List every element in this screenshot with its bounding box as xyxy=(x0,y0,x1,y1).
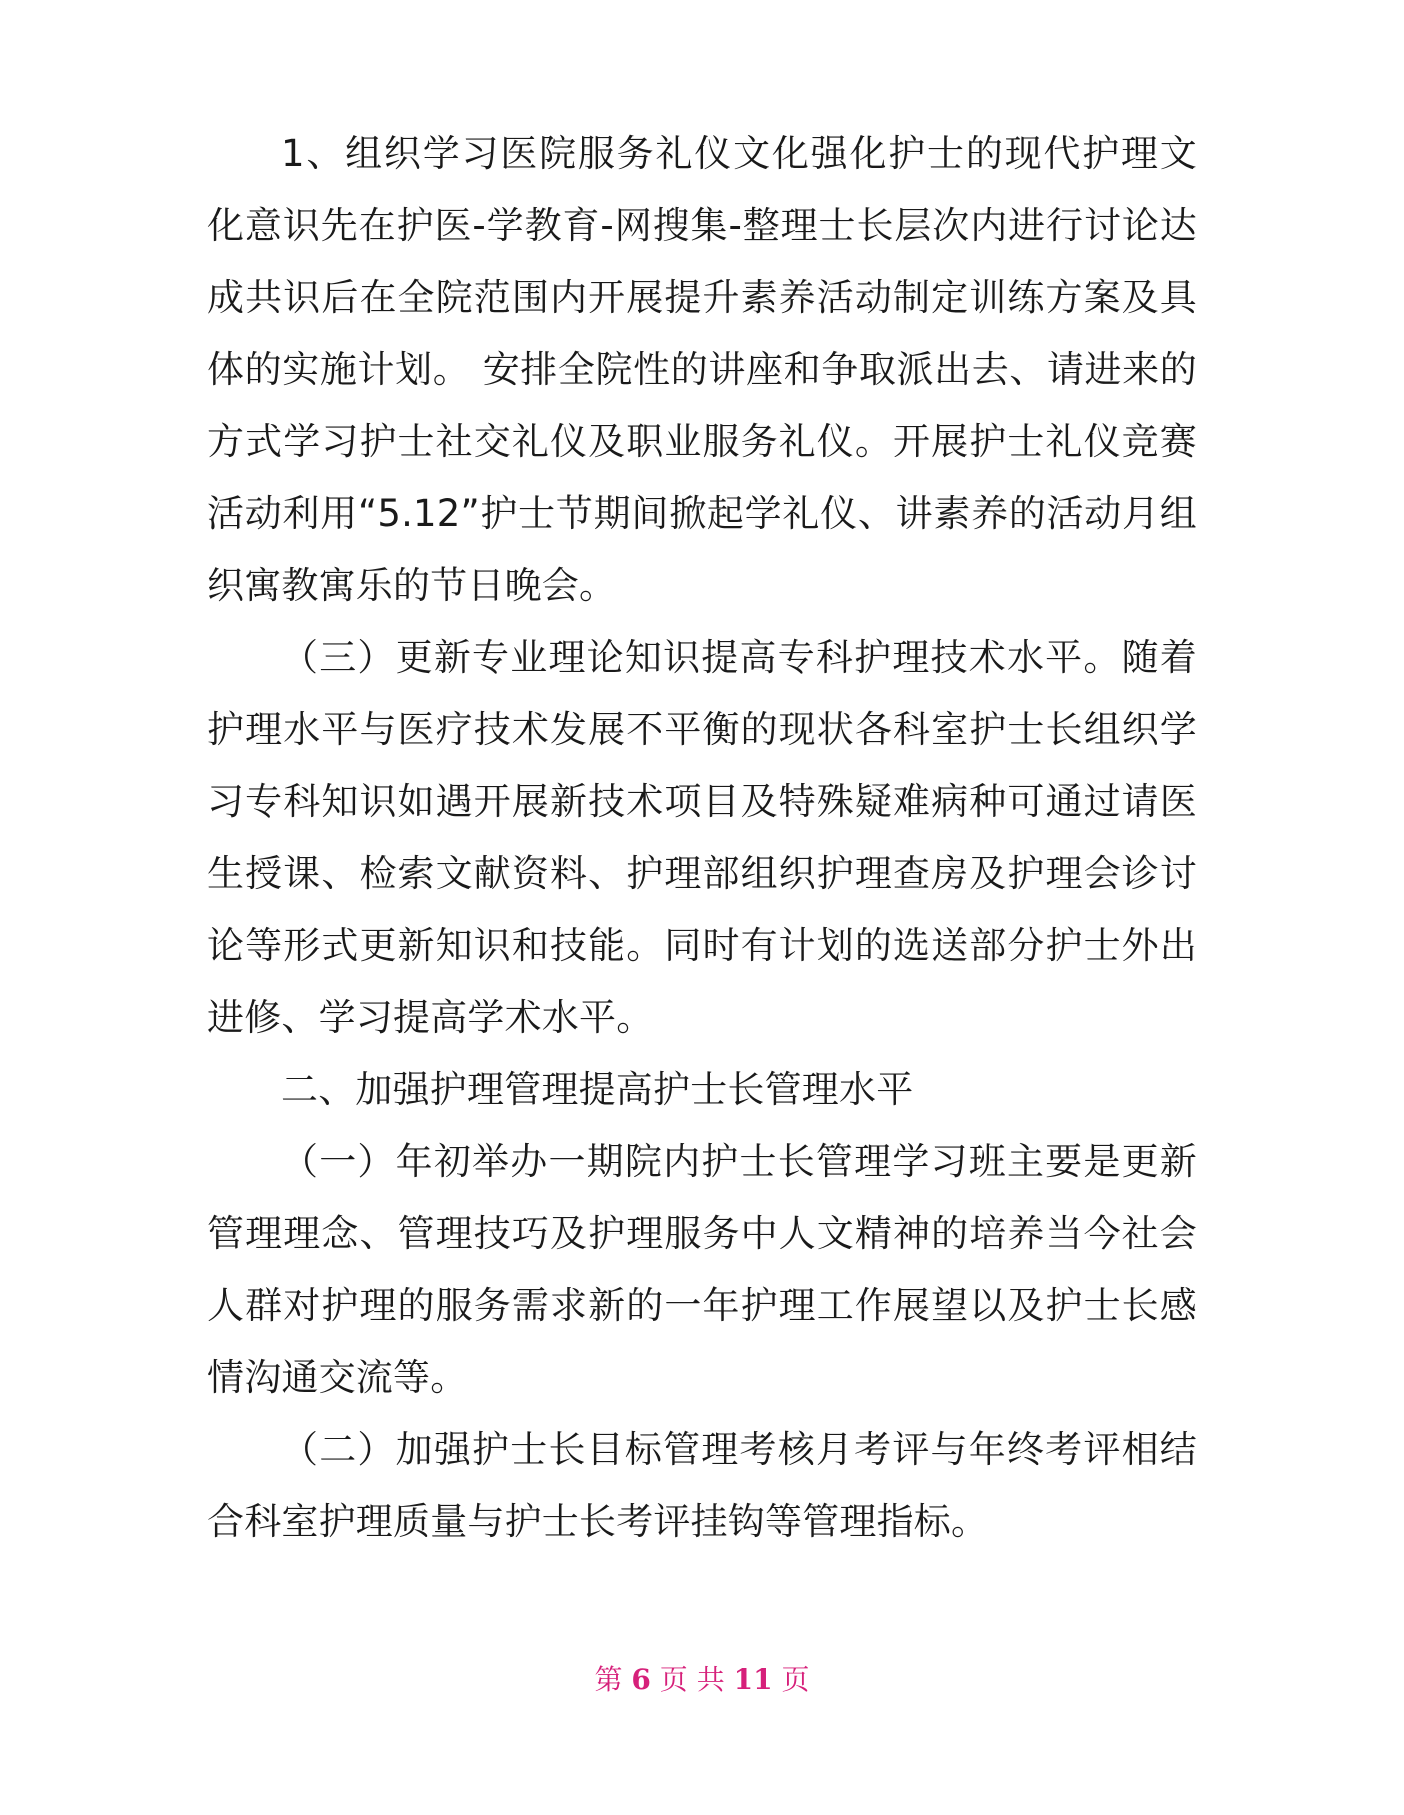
paragraph-head-nurse-training: （一）年初举办一期院内护士长管理学习班主要是更新管理理念、管理技巧及护理服务中人文精神的培养当今社会人群对护理的服务需求新的一年护理工作展望以及护士长感情沟通交流等。 xyxy=(207,1140,1197,1399)
section-heading-management: 二、加强护理管理提高护士长管理水平 xyxy=(281,1068,914,1111)
footer-prefix: 第 xyxy=(594,1663,623,1696)
paragraph-target-assessment: （二）加强护士长目标管理考核月考评与年终考评相结合科室护理质量与护士长考评挂钩等管理指标。 xyxy=(207,1428,1197,1543)
footer-middle: 页 共 xyxy=(659,1663,725,1696)
footer-suffix: 页 xyxy=(781,1663,810,1696)
document-body xyxy=(207,118,1197,1558)
paragraph-etiquette-training: 1、组织学习医院服务礼仪文化强化护士的现代护理文化意识先在护医-学教育-网搜集-整理士长层次内进行讨论达成共识后在全院范围内开展提升素养活动制定训练方案及具体的实施计划。 安排全院性的讲座和争取派出去、请进来的方式学习护士社交礼仪及职业服务礼仪。开展护士礼仪竞赛活动利用“5.12”护士节期间掀起学礼仪、讲素养的活动月组织寓教寓乐的节日晚会。 xyxy=(207,132,1197,607)
paragraph-specialty-knowledge: （三）更新专业理论知识提高专科护理技术水平。随着护理水平与医疗技术发展不平衡的现状各科室护士长组织学习专科知识如遇开展新技术项目及特殊疑难病种可通过请医生授课、检索文献资料、护理部组织护理查房及护理会诊讨论等形式更新知识和技能。同时有计划的选送部分护士外出进修、学习提高学术水平。 xyxy=(207,636,1197,1039)
page-footer xyxy=(0,1660,1404,1700)
footer-total-pages: 11 xyxy=(733,1663,773,1696)
footer-current-page: 6 xyxy=(631,1663,651,1696)
